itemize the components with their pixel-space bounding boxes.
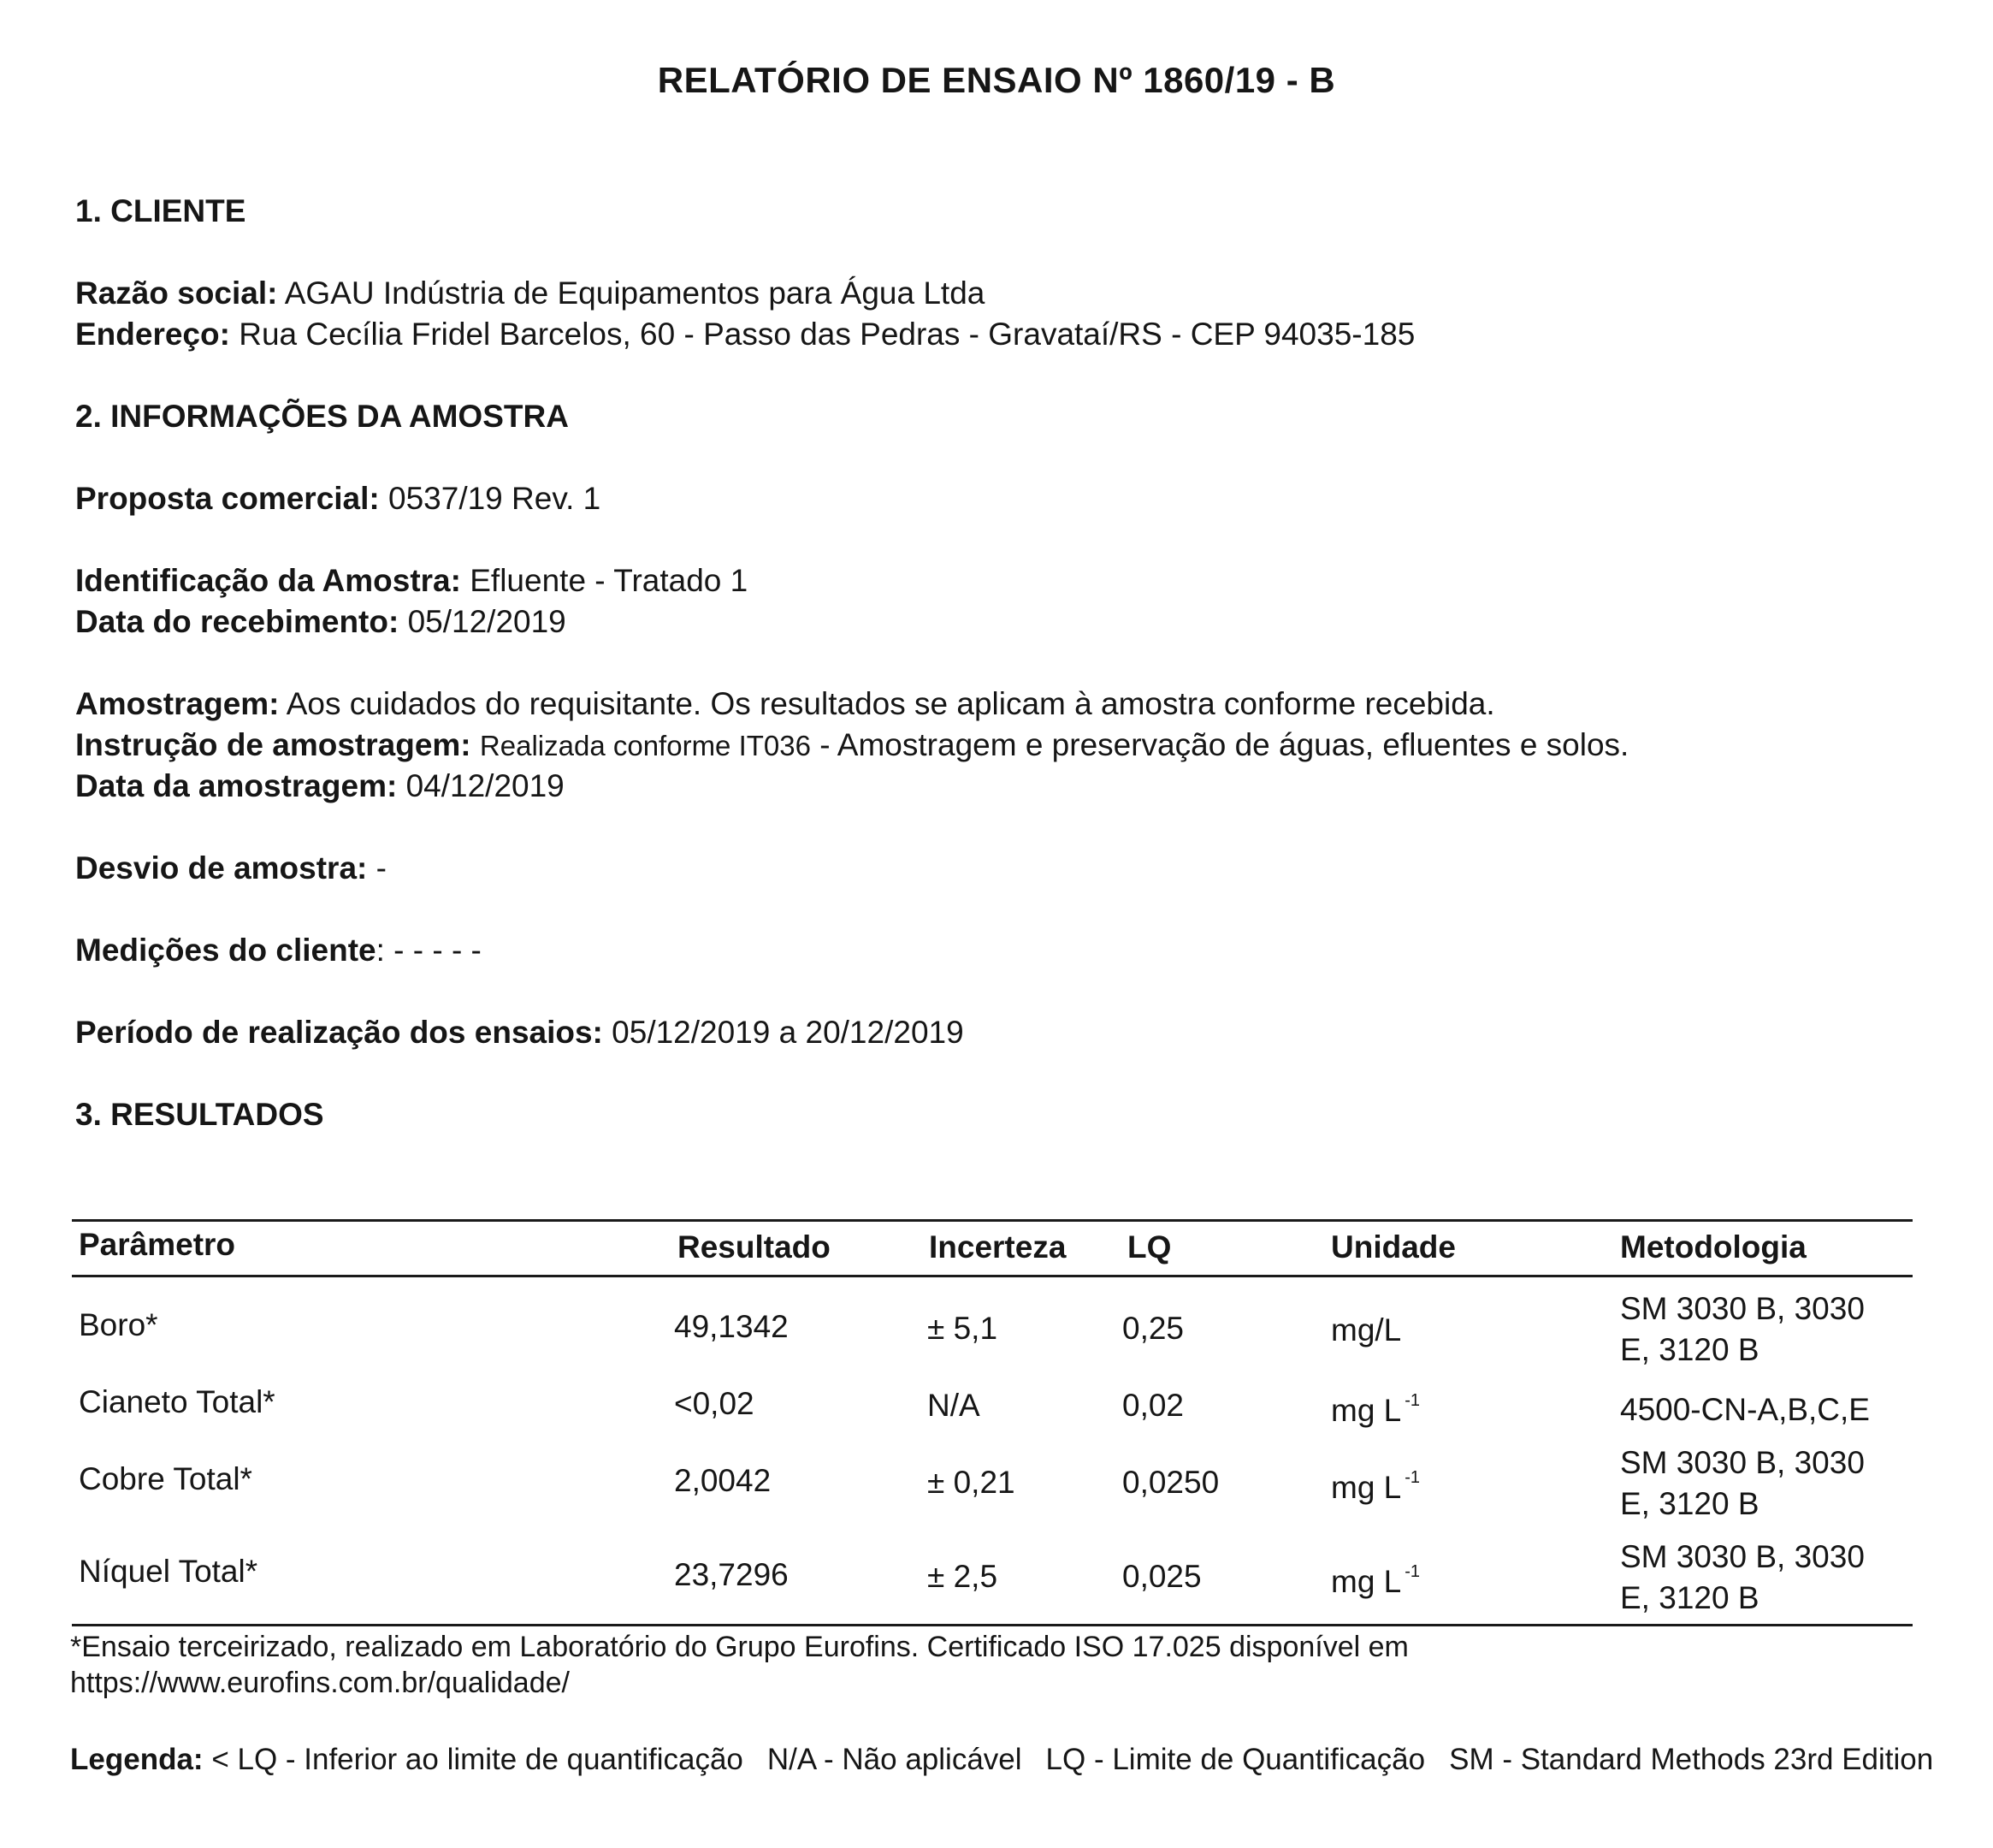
header-metodologia: Metodologia xyxy=(1620,1229,1807,1265)
row-4-unidade-text: mg L xyxy=(1331,1564,1402,1599)
amostragem-line xyxy=(75,686,1495,722)
medicoes-line xyxy=(75,933,482,968)
row-1-resultado: 49,1342 xyxy=(674,1309,789,1344)
row-1-parametro: Boro* xyxy=(79,1307,158,1342)
legend-label: Legenda: xyxy=(70,1743,204,1776)
row-3-resultado: 2,0042 xyxy=(674,1463,772,1498)
row-3-unidade xyxy=(1331,1468,1420,1506)
legend-item-lq-inferior: < LQ - Inferior ao limite de quantificação xyxy=(211,1743,743,1776)
row-4-parametro: Níquel Total* xyxy=(79,1554,258,1589)
row-4-lq: 0,025 xyxy=(1122,1559,1202,1594)
data-amostragem-line xyxy=(75,768,565,804)
row-3-parametro: Cobre Total* xyxy=(79,1461,252,1496)
razao-social-label: Razão social: xyxy=(75,275,278,311)
footnote-line-2: https://www.eurofins.com.br/qualidade/ xyxy=(70,1667,570,1699)
header-lq: LQ xyxy=(1127,1229,1172,1265)
razao-social-value: AGAU Indústria de Equipamentos para Água Ltda xyxy=(284,275,985,311)
desvio-value: - xyxy=(376,850,387,886)
amostragem-label: Amostragem: xyxy=(75,686,280,721)
report-title: RELATÓRIO DE ENSAIO Nº 1860/19 - B xyxy=(657,60,1336,100)
row-2-unidade xyxy=(1331,1391,1420,1429)
endereco-label: Endereço: xyxy=(75,317,230,352)
data-amostragem-label: Data da amostragem: xyxy=(75,768,398,803)
periodo-label: Período de realização dos ensaios: xyxy=(75,1015,603,1050)
legend-item-na: N/A - Não aplicável xyxy=(766,1743,1022,1776)
header-parametro: Parâmetro xyxy=(79,1227,236,1262)
header-incerteza: Incerteza xyxy=(929,1229,1067,1265)
legend-item-sm: SM - Standard Methods 23rd Edition xyxy=(1449,1743,1934,1776)
section-amostra-heading: 2. INFORMAÇÕES DA AMOSTRA xyxy=(75,399,569,434)
instrucao-value-a: Realizada conforme IT036 xyxy=(479,730,811,761)
recebimento-line xyxy=(75,604,566,640)
row-2-unidade-exp: -1 xyxy=(1405,1391,1421,1410)
instrucao-value-b: - Amostragem e preservação de águas, efluentes e solos. xyxy=(810,727,1629,762)
row-2-lq: 0,02 xyxy=(1122,1388,1185,1423)
section-resultados-heading: 3. RESULTADOS xyxy=(75,1097,324,1132)
identificacao-value: Efluente - Tratado 1 xyxy=(470,563,748,598)
header-unidade: Unidade xyxy=(1331,1229,1456,1265)
row-4-resultado: 23,7296 xyxy=(674,1557,789,1592)
row-2-unidade-text: mg L xyxy=(1331,1393,1402,1428)
desvio-label: Desvio de amostra: xyxy=(75,850,368,886)
periodo-line xyxy=(75,1015,964,1051)
row-3-unidade-text: mg L xyxy=(1331,1470,1402,1505)
legend-item-lq: LQ - Limite de Quantificação xyxy=(1045,1743,1426,1776)
table-top-rule xyxy=(72,1219,1913,1222)
header-resultado: Resultado xyxy=(677,1229,831,1265)
data-amostragem-value: 04/12/2019 xyxy=(405,768,565,803)
desvio-line xyxy=(75,850,387,886)
row-1-unidade-text: mg/L xyxy=(1331,1312,1402,1348)
row-3-unidade-exp: -1 xyxy=(1405,1468,1421,1487)
proposta-value: 0537/19 Rev. 1 xyxy=(388,481,601,516)
row-3-metodologia: SM 3030 B, 3030 E, 3120 B xyxy=(1620,1445,1865,1521)
row-1-metodologia: SM 3030 B, 3030 E, 3120 B xyxy=(1620,1291,1865,1367)
medicoes-value: : - - - - - xyxy=(376,933,482,968)
periodo-value: 05/12/2019 a 20/12/2019 xyxy=(612,1015,964,1050)
razao-social-line xyxy=(75,275,985,311)
row-3-lq: 0,0250 xyxy=(1122,1465,1220,1500)
legend xyxy=(70,1742,1935,1778)
recebimento-value: 05/12/2019 xyxy=(407,604,566,639)
instrucao-line xyxy=(75,727,1629,763)
proposta-line xyxy=(75,481,600,517)
section-cliente-heading: 1. CLIENTE xyxy=(75,193,246,228)
row-4-metodologia: SM 3030 B, 3030 E, 3120 B xyxy=(1620,1539,1865,1615)
row-4-unidade-exp: -1 xyxy=(1405,1562,1421,1581)
row-2-metodologia: 4500-CN-A,B,C,E xyxy=(1620,1392,1870,1427)
row-2-incerteza: N/A xyxy=(927,1388,980,1423)
row-1-unidade xyxy=(1331,1311,1405,1348)
instrucao-label: Instrução de amostragem: xyxy=(75,727,471,762)
table-header-rule xyxy=(72,1275,1913,1277)
endereco-value: Rua Cecília Fridel Barcelos, 60 - Passo das Pedras - Gravataí/RS - CEP 94035-185 xyxy=(239,317,1416,352)
table-bottom-rule xyxy=(72,1624,1913,1626)
footnote-line-1: *Ensaio terceirizado, realizado em Laboratório do Grupo Eurofins. Certificado ISO 17.025 disponível em xyxy=(70,1631,1409,1663)
row-2-parametro: Cianeto Total* xyxy=(79,1384,275,1419)
proposta-label: Proposta comercial: xyxy=(75,481,380,516)
row-2-resultado: <0,02 xyxy=(674,1386,754,1421)
medicoes-label: Medições do cliente xyxy=(75,933,376,968)
row-4-incerteza: ± 2,5 xyxy=(927,1559,998,1594)
identificacao-line xyxy=(75,563,748,599)
row-1-lq: 0,25 xyxy=(1122,1311,1185,1346)
row-1-incerteza: ± 5,1 xyxy=(927,1311,998,1346)
row-4-unidade xyxy=(1331,1562,1420,1600)
amostragem-value: Aos cuidados do requisitante. Os resultados se aplicam à amostra conforme recebida. xyxy=(286,686,1495,721)
identificacao-label: Identificação da Amostra: xyxy=(75,563,461,598)
recebimento-label: Data do recebimento: xyxy=(75,604,399,639)
row-3-incerteza: ± 0,21 xyxy=(927,1465,1015,1500)
endereco-line xyxy=(75,317,1415,352)
